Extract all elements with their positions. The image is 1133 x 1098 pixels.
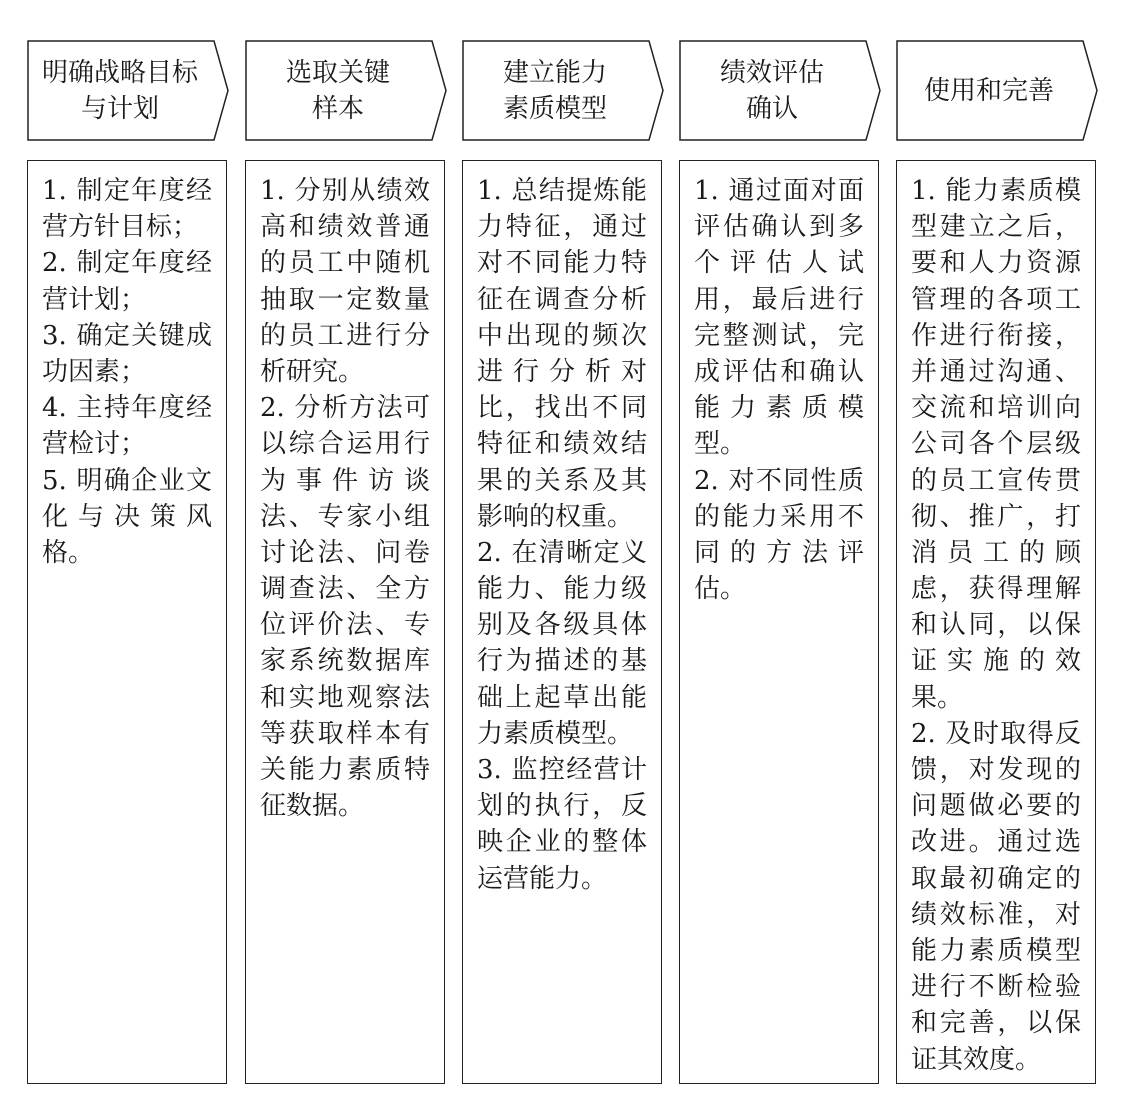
detail-line: 1. 分别从绩效 <box>260 176 430 206</box>
detail-item <box>694 463 864 608</box>
step-header-arrow <box>245 40 449 141</box>
detail-line: 对不同能力特 <box>477 248 647 279</box>
detail-line: 3. 监控经营计 <box>477 755 647 785</box>
detail-line: 消员工的顾 <box>911 537 1081 568</box>
detail-line: 绩效标准，对 <box>911 899 1081 930</box>
detail-line: 别及各级具体 <box>477 610 647 641</box>
step-header-arrow <box>462 40 666 141</box>
detail-line: 能力、能力级 <box>477 574 647 605</box>
detail-line: 力特征，通过 <box>477 212 647 243</box>
step-title <box>245 40 431 141</box>
detail-line: 的员工进行分 <box>260 320 430 351</box>
detail-line: 和完善，以保 <box>911 1008 1081 1039</box>
step-header-arrow <box>896 40 1100 141</box>
detail-line: 能力素质模 <box>694 393 864 424</box>
detail-line: 营检讨； <box>42 429 147 460</box>
detail-item <box>477 535 647 752</box>
detail-line: 并通过沟通、 <box>911 356 1081 387</box>
detail-line: 讨论法、问卷 <box>260 537 430 568</box>
step-title-line: 绩效评估 <box>719 57 824 88</box>
detail-line: 果。 <box>911 682 964 713</box>
detail-line: 2. 分析方法可 <box>260 393 430 424</box>
step-title <box>462 40 648 141</box>
detail-line: 3. 确定关键成 <box>42 320 212 351</box>
detail-line: 1. 总结提炼能 <box>477 176 647 206</box>
detail-item <box>260 390 430 824</box>
detail-line: 进行不断检验 <box>911 972 1081 1003</box>
detail-line: 以综合运用行 <box>260 429 430 460</box>
detail-line: 的能力采用不 <box>694 501 864 532</box>
detail-item <box>42 245 212 317</box>
detail-item <box>42 318 212 390</box>
step-title-line: 明确战略目标 <box>41 57 198 88</box>
detail-line: 完整测试，完 <box>694 320 864 351</box>
detail-line: 评估确认到多 <box>694 212 864 243</box>
step-header-arrow <box>679 40 883 141</box>
detail-line: 1. 通过面对面 <box>694 176 864 206</box>
detail-line: 为事件访谈 <box>260 465 430 496</box>
step-detail-box <box>679 160 879 1084</box>
step-title <box>679 40 865 141</box>
detail-line: 同的方法评 <box>694 537 864 568</box>
detail-line: 公司各个层级 <box>911 429 1081 460</box>
detail-line: 要和人力资源 <box>911 248 1081 279</box>
detail-line: 5. 明确企业文 <box>42 465 212 496</box>
detail-line: 作进行衔接， <box>911 320 1081 351</box>
step-title-line: 建立能力 <box>502 57 607 88</box>
detail-item <box>911 173 1081 716</box>
detail-item <box>260 173 430 390</box>
detail-line: 础上起草出能 <box>477 682 647 713</box>
detail-line: 能力素质模型 <box>911 935 1081 966</box>
detail-line: 化与决策风 <box>42 501 212 532</box>
step-title <box>27 40 213 141</box>
step-title-line: 素质模型 <box>502 93 607 124</box>
detail-line: 问题做必要的 <box>911 791 1081 822</box>
detail-line: 虑，获得理解 <box>911 574 1081 605</box>
detail-line: 中出现的频次 <box>477 320 647 351</box>
detail-line: 和实地观察法 <box>260 682 430 713</box>
detail-line: 2. 及时取得反 <box>911 718 1081 749</box>
detail-line: 4. 主持年度经 <box>42 393 212 424</box>
step-title-line: 确认 <box>745 93 798 124</box>
step-detail-box <box>462 160 662 1084</box>
detail-line: 析研究。 <box>260 356 365 387</box>
detail-item <box>477 173 647 535</box>
detail-line: 个评估人试 <box>694 248 864 279</box>
detail-line: 位评价法、专 <box>260 610 430 641</box>
detail-line: 格。 <box>42 537 95 568</box>
detail-line: 进行分析对 <box>477 356 647 387</box>
detail-line: 证其效度。 <box>911 1044 1042 1075</box>
detail-line: 估。 <box>694 574 747 605</box>
step-title <box>896 40 1082 141</box>
detail-item <box>694 173 864 463</box>
detail-line: 彻、推广，打 <box>911 501 1081 532</box>
step-detail-box <box>245 160 445 1084</box>
detail-line: 管理的各项工 <box>911 284 1081 315</box>
detail-line: 家系统数据库 <box>260 646 430 677</box>
detail-line: 2. 制定年度经 <box>42 248 212 279</box>
detail-line: 行为描述的基 <box>477 646 647 677</box>
step-title-line: 与计划 <box>80 93 159 124</box>
detail-line: 划的执行，反 <box>477 791 647 822</box>
detail-line: 馈，对发现的 <box>911 755 1081 785</box>
detail-line: 法、专家小组 <box>260 501 430 532</box>
detail-line: 型。 <box>694 429 747 460</box>
detail-line: 证实施的效 <box>911 646 1081 677</box>
detail-line: 2. 对不同性质 <box>694 465 864 496</box>
detail-line: 果的关系及其 <box>477 465 647 496</box>
detail-line: 和认同，以保 <box>911 610 1081 641</box>
detail-line: 征数据。 <box>260 791 365 822</box>
detail-line: 1. 制定年度经 <box>42 176 212 206</box>
detail-line: 取最初确定的 <box>911 863 1081 894</box>
detail-line: 交流和培训向 <box>911 393 1081 424</box>
step-detail-box <box>27 160 227 1084</box>
detail-line: 型建立之后， <box>911 212 1081 243</box>
detail-line: 的员工宣传贯 <box>911 465 1081 496</box>
detail-line: 影响的权重。 <box>477 501 634 532</box>
detail-line: 成评估和确认 <box>694 356 864 387</box>
step-title-line: 使用和完善 <box>923 75 1054 106</box>
detail-line: 2. 在清晰定义 <box>477 537 647 568</box>
detail-line: 映企业的整体 <box>477 827 647 858</box>
detail-line: 功因素； <box>42 356 147 387</box>
detail-line: 营计划； <box>42 284 147 315</box>
step-title-line: 样本 <box>311 93 364 124</box>
detail-line: 1. 能力素质模 <box>911 176 1081 206</box>
detail-item <box>42 463 212 572</box>
detail-line: 比，找出不同 <box>477 393 647 424</box>
step-title-line: 选取关键 <box>285 57 390 88</box>
detail-item <box>911 716 1081 1078</box>
detail-item <box>42 390 212 462</box>
step-header-arrow <box>27 40 231 141</box>
detail-line: 特征和绩效结 <box>477 429 647 460</box>
detail-line: 力素质模型。 <box>477 718 634 749</box>
detail-line: 运营能力。 <box>477 863 608 894</box>
detail-line: 等获取样本有 <box>260 718 430 749</box>
detail-item <box>42 173 212 245</box>
detail-line: 调查法、全方 <box>260 574 430 605</box>
detail-item <box>477 752 647 897</box>
detail-line: 征在调查分析 <box>477 284 647 315</box>
detail-line: 抽取一定数量 <box>260 284 430 315</box>
detail-line: 高和绩效普通 <box>260 212 430 243</box>
detail-line: 营方针目标； <box>42 212 199 243</box>
step-detail-box <box>896 160 1096 1084</box>
detail-line: 改进。通过选 <box>911 827 1081 858</box>
detail-line: 的员工中随机 <box>260 248 430 279</box>
detail-line: 关能力素质特 <box>260 755 430 785</box>
detail-line: 用，最后进行 <box>694 284 864 315</box>
